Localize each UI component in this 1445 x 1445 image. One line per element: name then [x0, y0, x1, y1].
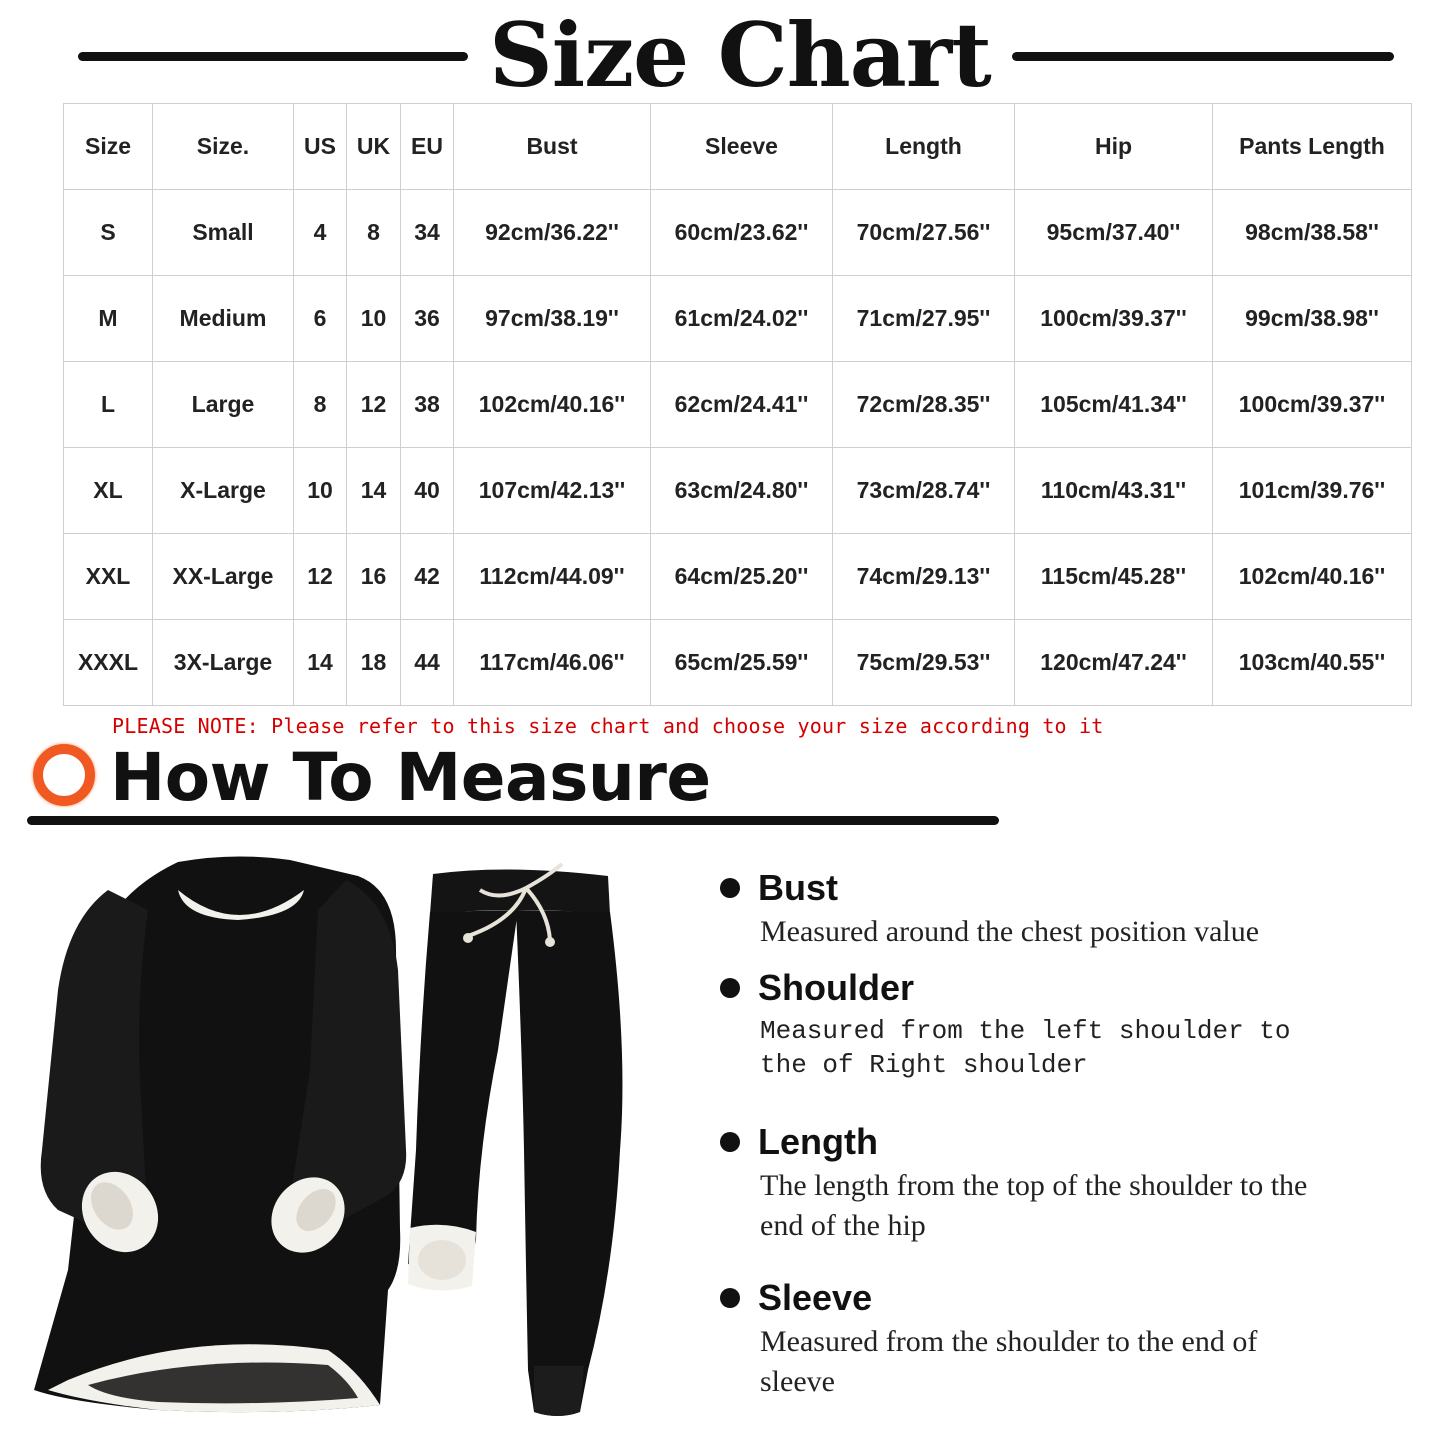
table-cell: 102cm/40.16'' [1213, 534, 1412, 620]
table-row [64, 276, 1412, 362]
table-cell: 110cm/43.31'' [1015, 448, 1213, 534]
table-row [64, 448, 1412, 534]
measure-item-sleeve [720, 1276, 1410, 1396]
table-cell: 38 [401, 362, 454, 448]
table-cell: 100cm/39.37'' [1213, 362, 1412, 448]
table-cell: 18 [347, 620, 401, 706]
size-chart-table [63, 103, 1412, 706]
title-rule-left [78, 52, 468, 61]
column-header: Size. [153, 104, 294, 190]
table-row [64, 362, 1412, 448]
header-row [64, 104, 1412, 190]
measure-item-title: Bust [758, 867, 838, 908]
table-cell: 72cm/28.35'' [833, 362, 1015, 448]
sweatshirt-image [34, 856, 406, 1412]
bullet-icon [720, 978, 740, 998]
table-cell: 112cm/44.09'' [454, 534, 651, 620]
table-cell: 40 [401, 448, 454, 534]
table-cell: XXXL [64, 620, 153, 706]
section-rule [27, 816, 999, 825]
table-cell: 75cm/29.53'' [833, 620, 1015, 706]
column-header: Length [833, 104, 1015, 190]
size-note: PLEASE NOTE: Please refer to this size chart and choose your size according to it [112, 714, 1104, 738]
ring-icon [33, 744, 95, 806]
column-header: Bust [454, 104, 651, 190]
table-cell: 64cm/25.20'' [651, 534, 833, 620]
measure-item-title: Sleeve [758, 1277, 873, 1318]
table-cell: 105cm/41.34'' [1015, 362, 1213, 448]
table-cell: M [64, 276, 153, 362]
table-cell: 8 [347, 190, 401, 276]
table-cell: S [64, 190, 153, 276]
table-cell: 61cm/24.02'' [651, 276, 833, 362]
table-cell: 92cm/36.22'' [454, 190, 651, 276]
table-cell: 12 [294, 534, 347, 620]
table-cell: Small [153, 190, 294, 276]
table-cell: 62cm/24.41'' [651, 362, 833, 448]
table-cell: X-Large [153, 448, 294, 534]
table-cell: XL [64, 448, 153, 534]
column-header: Sleeve [651, 104, 833, 190]
table-cell: L [64, 362, 153, 448]
column-header: Hip [1015, 104, 1213, 190]
table-cell: 10 [347, 276, 401, 362]
table-cell: 14 [347, 448, 401, 534]
measure-item-description: Measured around the chest position value [760, 915, 1260, 948]
measure-item-description: The length from the top of the shoulder to the end of the hip [760, 1169, 1308, 1242]
column-header: UK [347, 104, 401, 190]
measure-item-title: Shoulder [758, 967, 915, 1008]
table-cell: 8 [294, 362, 347, 448]
table-cell: 34 [401, 190, 454, 276]
table-cell: 71cm/27.95'' [833, 276, 1015, 362]
table-cell: 12 [347, 362, 401, 448]
table-cell: Medium [153, 276, 294, 362]
table-cell: 117cm/46.06'' [454, 620, 651, 706]
measure-item-length [720, 1120, 1410, 1240]
column-header: Pants Length [1213, 104, 1412, 190]
table-cell: 102cm/40.16'' [454, 362, 651, 448]
table-cell: 44 [401, 620, 454, 706]
table-cell: XX-Large [153, 534, 294, 620]
table-cell: 115cm/45.28'' [1015, 534, 1213, 620]
measure-item-title: Length [758, 1121, 878, 1162]
table-cell: 97cm/38.19'' [454, 276, 651, 362]
bullet-icon [720, 1288, 740, 1308]
table-cell: 98cm/38.58'' [1213, 190, 1412, 276]
column-header: Size [64, 104, 153, 190]
table-cell: XXL [64, 534, 153, 620]
table-cell: 3X-Large [153, 620, 294, 706]
table-cell: 60cm/23.62'' [651, 190, 833, 276]
table-cell: Large [153, 362, 294, 448]
table-row [64, 620, 1412, 706]
column-header: EU [401, 104, 454, 190]
table-cell: 120cm/47.24'' [1015, 620, 1213, 706]
table-cell: 103cm/40.55'' [1213, 620, 1412, 706]
table-cell: 95cm/37.40'' [1015, 190, 1213, 276]
table-cell: 100cm/39.37'' [1015, 276, 1213, 362]
table-header [64, 104, 1412, 190]
table-cell: 6 [294, 276, 347, 362]
table-cell: 63cm/24.80'' [651, 448, 833, 534]
table-cell: 101cm/39.76'' [1213, 448, 1412, 534]
table-cell: 70cm/27.56'' [833, 190, 1015, 276]
title-rule-right [1012, 52, 1394, 61]
measure-item-bust [720, 866, 1410, 946]
table-row [64, 190, 1412, 276]
table-cell: 10 [294, 448, 347, 534]
table-cell: 73cm/28.74'' [833, 448, 1015, 534]
bullet-icon [720, 878, 740, 898]
table-cell: 36 [401, 276, 454, 362]
table-cell: 65cm/25.59'' [651, 620, 833, 706]
page-title: Size Chart [489, 3, 991, 107]
column-header: US [294, 104, 347, 190]
table-cell: 99cm/38.98'' [1213, 276, 1412, 362]
garment-illustration [28, 850, 668, 1430]
pants-image [408, 864, 622, 1416]
table-cell: 4 [294, 190, 347, 276]
table-cell: 107cm/42.13'' [454, 448, 651, 534]
measure-item-description: Measured from the left shoulder to the of Right shoulder [760, 1016, 1291, 1080]
table-cell: 16 [347, 534, 401, 620]
table-row [64, 534, 1412, 620]
bullet-icon [720, 1132, 740, 1152]
table-cell: 14 [294, 620, 347, 706]
table-cell: 42 [401, 534, 454, 620]
table-cell: 74cm/29.13'' [833, 534, 1015, 620]
measure-item-description: Measured from the shoulder to the end of sleeve [760, 1325, 1258, 1398]
measure-item-shoulder [720, 966, 1410, 1086]
section-title: How To Measure [110, 739, 711, 816]
